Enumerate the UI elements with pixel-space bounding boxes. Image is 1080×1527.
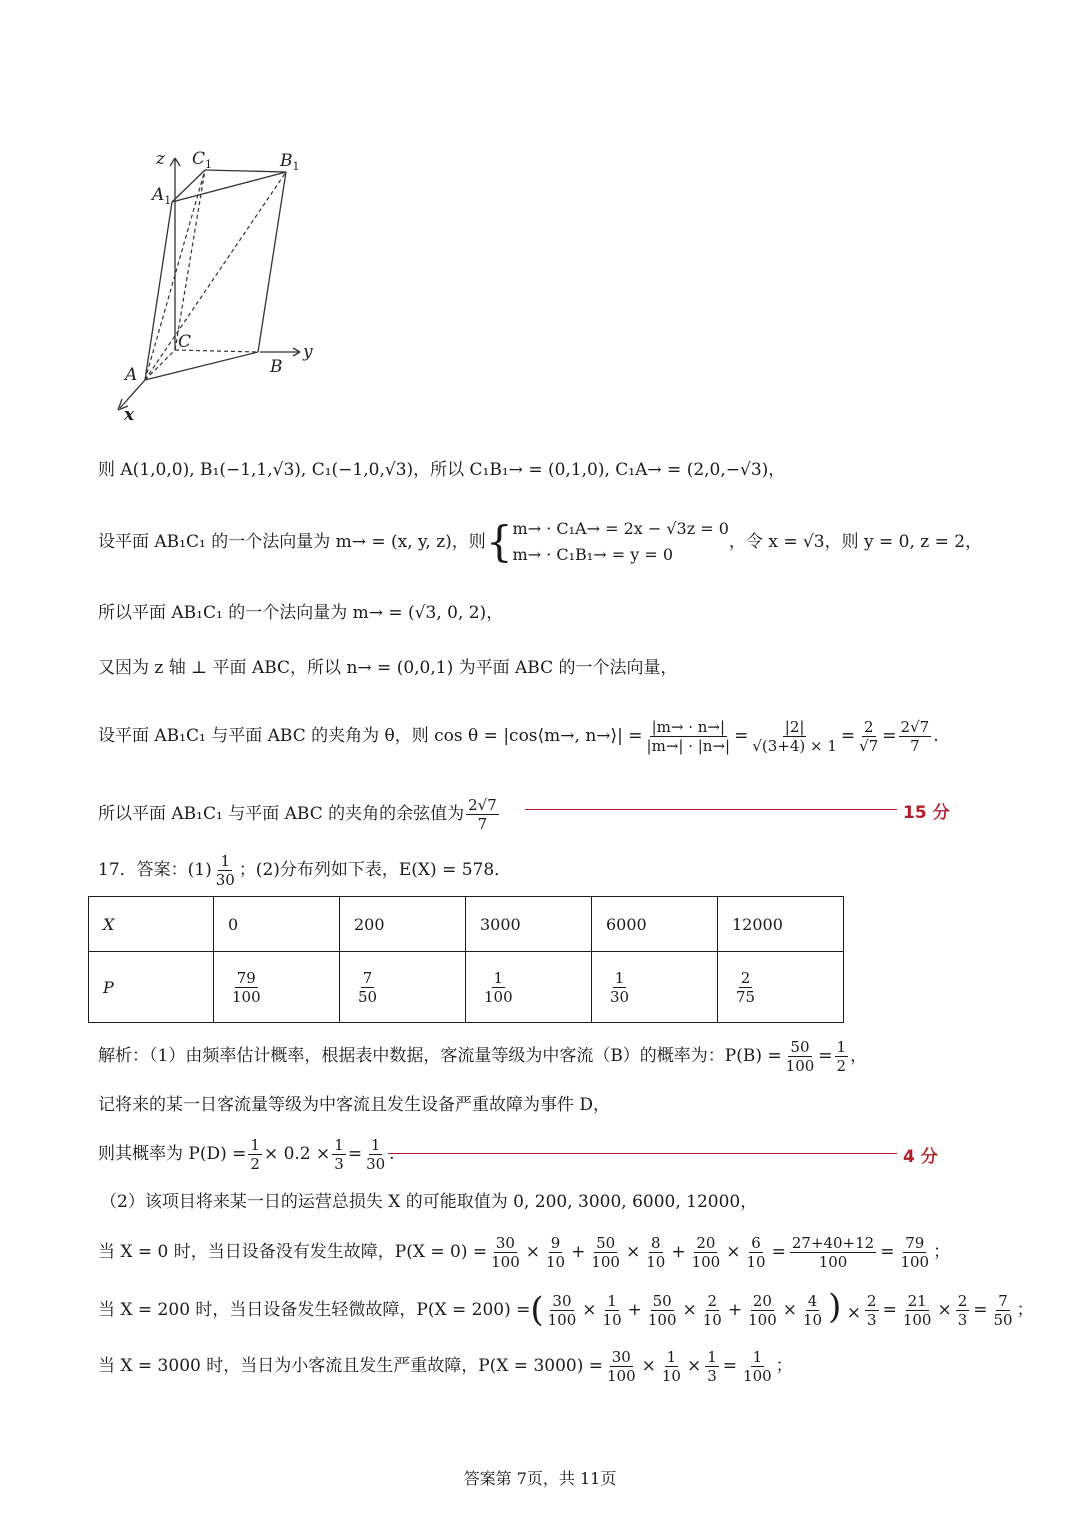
analysis-line-x3000 [98,1342,793,1390]
edge-AB [145,352,258,380]
frac: $\frac{30}{100}$ [607,1347,636,1385]
operator: = [880,1242,895,1262]
setup-result: ，令 x = √3，则 y = 0, z = 2， [728,532,983,552]
frac-vector-ratio: $\frac{|m\to \cdot n\to|}{|m\to| \cdot |n\to|}$ [646,717,731,755]
setup-text: 设平面 AB₁C₁ 的一个法向量为 m→ = (x, y, z)，则 [98,532,486,552]
frac: $\frac{79}{100}$ [900,1233,930,1271]
analysis-text: 当 X = 200 时，当日设备发生轻微故障，P(X = 200) = [98,1300,531,1320]
table-header-cell: 12000 [718,897,844,952]
operator: + [627,1300,642,1320]
frac: $\frac{1}{100}$ [743,1347,772,1385]
frac: $\frac{50}{100}$ [591,1233,620,1271]
analysis-line-x0 [98,1228,950,1276]
frac: $\frac{1}{2}$ [836,1037,847,1075]
equation-system [513,516,729,568]
frac: $\frac{1}{2}$ [250,1135,260,1173]
analysis-text: 当 X = 0 时，当日设备没有发生故障，P(X = 0) = [98,1242,488,1262]
conclusion-text: 所以平面 AB₁C₁ 与平面 ABC 的夹角的余弦值为 [98,804,465,824]
solution-line-z-axis: 又因为 z 轴 ⊥ 平面 ABC，所以 n→ = (0,0,1) 为平面 ABC 的一个法向量， [98,658,678,678]
analysis-line-2: 记将来的某一日客流量等级为中客流且发生设备严重故障为事件 D， [98,1095,611,1115]
frac-conclusion: $\frac{2√7}{7}$ [468,795,497,833]
label-A1: $A_1$ [152,185,172,207]
table-row-label: P [89,952,214,1023]
operator: ) × [828,1287,862,1327]
analysis-text: 解析：（1）由频率估计概率，根据表中数据，客流量等级为中客流（B）的概率为：P(B) = [98,1046,782,1066]
label-B1: $B_1$ [280,151,300,173]
table-prob-cell: $\frac{1}{100}$ [466,952,592,1023]
frac-rationalized: $\frac{2√7}{7}$ [900,717,930,755]
frac: $\frac{2}{3}$ [867,1291,877,1329]
line-end: ； [1016,1300,1034,1320]
operator: × [782,1300,797,1320]
table-header-cell: X [89,897,214,952]
answer-17-distribution: ；(2)分布列如下表，E(X) = 578． [238,860,512,880]
operator: × [682,1300,697,1320]
operator: + [671,1242,686,1262]
table-header-cell: 200 [340,897,466,952]
frac: $\frac{30}{100}$ [547,1291,577,1329]
label-y: y [303,342,313,362]
answer-17 [98,846,511,894]
table-prob-cell: $\frac{7}{50}$ [340,952,466,1023]
table-header-cell: 0 [214,897,340,952]
table-header-cell: 6000 [592,897,718,952]
operator: × [686,1356,702,1376]
operator: × [582,1300,597,1320]
frac: $\frac{1}{3}$ [707,1347,717,1385]
distribution-table [88,896,844,1023]
frac: $\frac{4}{10}$ [803,1291,823,1329]
operator: = [722,1356,738,1376]
frac: $\frac{50}{100}$ [785,1037,815,1075]
equation-1: m→ · C₁A→ = 2x − √3z = 0 [512,519,729,538]
solution-line-normal-vector: 所以平面 AB₁C₁ 的一个法向量为 m→ = (√3, 0, 2)， [98,603,504,623]
answer-17-label: 17．答案：(1) [98,860,212,880]
frac: $\frac{1}{30}$ [366,1135,386,1173]
analysis-line-1: 解析：（1）由频率估计概率，根据表中数据，客流量等级为中客流（B）的概率为：P(B) = $\frac{50}{100}$ = $\frac{1}{2}$ ， [98,1037,868,1075]
frac: $\frac{20}{100}$ [691,1233,721,1271]
operator: = [771,1242,786,1262]
operator: = [973,1300,988,1320]
operator: × [937,1300,952,1320]
analysis-line-4: （2）该项目将来某一日的运营总损失 X 的可能取值为 0, 200, 3000, 6000, 12000， [100,1192,758,1212]
frac: $\frac{1}{10}$ [602,1291,622,1329]
frac: $\frac{9}{10}$ [546,1233,566,1271]
label-x: x [124,405,135,425]
solution-line-cosine: 设平面 AB₁C₁ 与平面 ABC 的夹角为 θ，则 cos θ = |cos⟨m→, n→⟩| = $\frac{|m\to \cdot n\to|}{|m\to| \cdot |n\to|}$ = $\frac{|2|}{√(3+4) \times 1}$ = $\frac{2}{√7}$ = $\frac{2√7}{7}$ . [98,717,939,755]
frac: $\frac{30}{100}$ [491,1233,520,1271]
analysis-line-x200 [98,1284,1034,1336]
frac: $\frac{21}{100}$ [902,1291,932,1329]
solution-line-conclusion [98,790,501,838]
system-brace: { [485,517,513,566]
frac: $\frac{20}{100}$ [748,1291,777,1329]
table-prob-cell: $\frac{2}{75}$ [718,952,844,1023]
label-A: A [125,365,138,385]
frac: $\frac{50}{100}$ [647,1291,677,1329]
frac: $\frac{7}{50}$ [993,1291,1013,1329]
score-leader-line-15 [525,809,897,810]
score-leader-line-4 [388,1153,897,1154]
edge-AA1 [145,202,172,380]
frac-simplified: $\frac{2}{√7}$ [859,717,879,755]
prism-figure [100,140,330,425]
analysis-text: 则其概率为 P(D) = [98,1144,247,1164]
label-C: C [178,332,192,352]
edge-BB1 [258,172,286,352]
frac-value-ratio: $\frac{|2|}{√(3+4) \times 1}$ [752,717,837,755]
frac: $\frac{8}{10}$ [646,1233,666,1271]
analysis-line-3: 则其概率为 P(D) = $\frac{1}{2}$ × 0.2 × $\frac{1}{3}$ = $\frac{1}{30}$ . [98,1135,395,1173]
frac: $\frac{2}{3}$ [957,1291,968,1329]
cosine-text: 设平面 AB₁C₁ 与平面 ABC 的夹角为 θ，则 cos θ = |cos⟨m→, n→⟩| = [98,726,643,746]
operator: × [525,1242,540,1262]
table-prob-cell: $\frac{79}{100}$ [214,952,340,1023]
line-end: ； [933,1242,951,1262]
edge-C1B1 [205,170,286,172]
score-15: 15 分 [903,803,950,823]
table-row-p [89,952,844,1023]
frac: $\frac{1}{3}$ [334,1135,344,1173]
operator: = [882,1300,897,1320]
z-arrow [170,158,175,166]
table-header-cell: 3000 [466,897,592,952]
line-end: ； [775,1356,793,1376]
label-B: B [270,357,283,377]
table-row-x [89,897,844,952]
label-C1: $C_1$ [192,149,213,171]
operator: × [641,1356,656,1376]
operator: + [571,1242,586,1262]
operator: × [625,1242,641,1262]
frac: $\frac{2}{10}$ [702,1291,722,1329]
equation-2: m→ · C₁B₁→ = y = 0 [512,545,673,564]
z-arrow-2 [175,158,180,166]
paren-open: ( [530,1290,544,1330]
analysis-op: × 0.2 × [263,1144,331,1164]
frac: $\frac{6}{10}$ [746,1233,766,1271]
score-4: 4 分 [903,1147,938,1167]
solution-line-coordinates: 则 A(1,0,0), B₁(−1,1,√3), C₁(−1,0,√3)，所以 C₁B₁→ = (0,1,0), C₁A→ = (2,0,−√3)， [98,460,786,480]
analysis-op: = [347,1144,363,1164]
answer-17-frac: $\frac{1}{30}$ [215,851,235,889]
frac: $\frac{1}{10}$ [661,1347,681,1385]
solution-line-normal-vector-setup [98,514,982,570]
frac: $\frac{27+40+12}{100}$ [791,1233,875,1271]
operator: × [726,1242,741,1262]
analysis-text: 当 X = 3000 时，当日为小客流且发生严重故障，P(X = 3000) = [98,1356,603,1376]
page-footer: 答案第 7页，共 11页 [463,1469,617,1488]
table-prob-cell: $\frac{1}{30}$ [592,952,718,1023]
label-z: z [156,149,165,169]
operator: + [727,1300,743,1320]
